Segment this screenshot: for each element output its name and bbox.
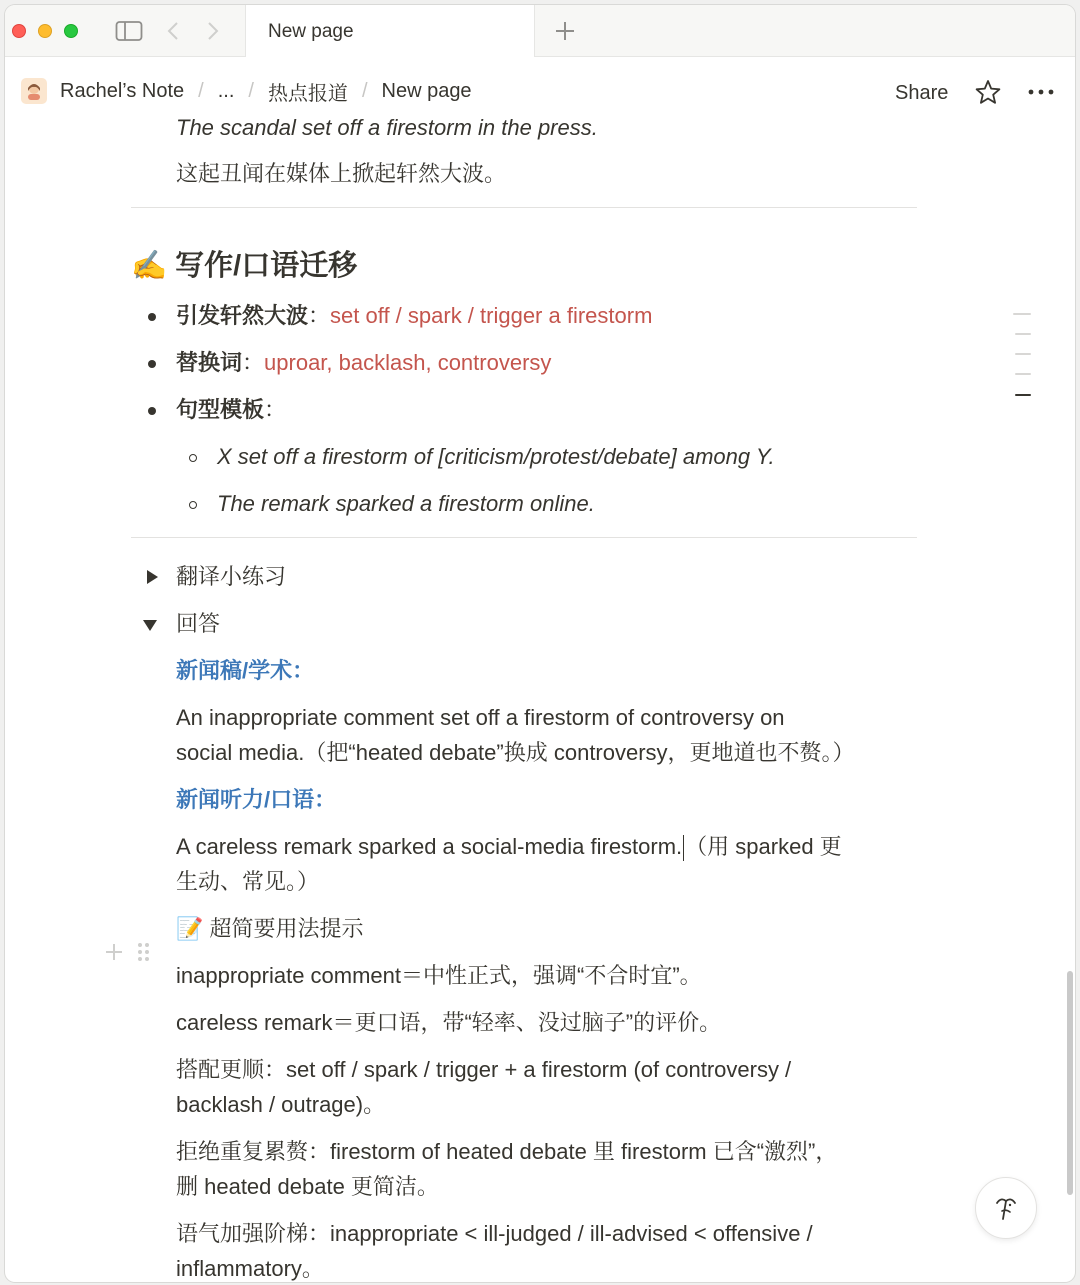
- minimize-window-button[interactable]: [38, 24, 52, 38]
- tip-line[interactable]: inappropriate comment＝中性正式，强调“不合时宜”。: [176, 963, 702, 988]
- listen-text-part: （用 sparked 更: [685, 834, 842, 859]
- page-topbar: [5, 63, 1075, 119]
- sub-list-item[interactable]: X set off a firestorm of [criticism/protest/debate] among Y.: [217, 444, 775, 469]
- sub-bullet-circle: [189, 501, 197, 509]
- sub-list-item[interactable]: The remark sparked a firestorm online.: [217, 491, 595, 516]
- toc-line-active[interactable]: [1015, 394, 1031, 396]
- block-handle[interactable]: [103, 941, 153, 963]
- bullet-dot: [148, 407, 156, 415]
- listen-paragraph-line[interactable]: [176, 830, 842, 864]
- bullet-label: 引发轩然大波: [176, 303, 309, 328]
- sidebar-toggle-icon[interactable]: [115, 19, 143, 43]
- breadcrumb-parent[interactable]: 热点报道: [267, 82, 348, 105]
- star-icon[interactable]: [975, 79, 1001, 110]
- app-window: [5, 5, 1075, 1282]
- breadcrumb-separator: /: [198, 79, 204, 102]
- drag-handle-icon[interactable]: [135, 941, 153, 963]
- breadcrumb-workspace[interactable]: Rachel’s Note: [60, 79, 185, 102]
- scrollbar[interactable]: [1067, 971, 1073, 1195]
- news-paragraph-line[interactable]: social media.（把“heated debate”换成 controversy，更地道也不赘。）: [176, 740, 855, 765]
- breadcrumb-separator: /: [361, 79, 368, 102]
- listen-paragraph-line[interactable]: 生动、常见。）: [176, 869, 320, 894]
- breadcrumb: [21, 75, 474, 107]
- tip-line[interactable]: inflammatory。: [176, 1256, 324, 1281]
- tips-heading-text: 超简要用法提示: [209, 916, 364, 941]
- news-heading[interactable]: 新闻稿/学术：: [176, 658, 315, 683]
- news-paragraph-line[interactable]: An inappropriate comment set off a firestorm of controversy on: [176, 705, 785, 730]
- toc-line[interactable]: [1013, 313, 1031, 315]
- divider: [131, 207, 917, 208]
- section-heading[interactable]: [131, 246, 357, 286]
- sub-bullet-circle: [189, 454, 197, 462]
- tab-new-page[interactable]: [245, 5, 535, 57]
- section-heading-text: 写作/口语迁移: [175, 250, 358, 282]
- forward-arrow-icon[interactable]: [203, 19, 223, 43]
- back-arrow-icon[interactable]: [163, 19, 183, 43]
- tip-line[interactable]: backlash / outrage)。: [176, 1092, 386, 1117]
- toc-line[interactable]: [1015, 373, 1031, 375]
- bullet-value: set off / spark / trigger a firestorm: [330, 303, 653, 328]
- share-button[interactable]: Share: [895, 82, 949, 104]
- toggle-expanded-icon[interactable]: [142, 617, 158, 633]
- bullet-label: 句型模板: [176, 397, 265, 422]
- tips-heading[interactable]: [176, 912, 364, 946]
- toc-line[interactable]: [1015, 333, 1031, 335]
- listen-text-part: A careless remark sparked a social-media firestorm.: [176, 834, 683, 859]
- workspace-avatar: [21, 78, 47, 104]
- tab-title: New page: [268, 21, 354, 42]
- bullet-colon: ：: [264, 397, 287, 422]
- tip-line[interactable]: 拒绝重复累赘：firestorm of heated debate 里 firestorm 已含“激烈”，: [176, 1139, 838, 1164]
- breadcrumb-ellipsis[interactable]: ...: [217, 79, 235, 102]
- more-icon[interactable]: [1027, 83, 1055, 101]
- help-icon: [989, 1191, 1023, 1225]
- list-item[interactable]: [176, 393, 286, 427]
- maximize-window-button[interactable]: [64, 24, 78, 38]
- bullet-dot: [148, 313, 156, 321]
- example-sentence-chinese[interactable]: 这起丑闻在媒体上掀起轩然大波。: [176, 161, 507, 186]
- writing-hand-icon: ✍️: [131, 250, 168, 282]
- breadcrumb-separator: /: [248, 79, 254, 102]
- bullet-colon: ：: [308, 303, 331, 328]
- tab-bar: [5, 5, 1075, 57]
- plus-icon[interactable]: [553, 19, 577, 43]
- tip-line[interactable]: 删 heated debate 更简洁。: [176, 1174, 439, 1199]
- toggle-collapsed-icon[interactable]: [144, 569, 160, 585]
- toggle-practice[interactable]: 翻译小练习: [176, 564, 287, 589]
- tip-line[interactable]: 搭配更顺：set off / spark / trigger + a firestorm (of controversy /: [176, 1057, 792, 1082]
- list-item[interactable]: [176, 346, 551, 380]
- close-window-button[interactable]: [12, 24, 26, 38]
- memo-icon: 📝: [176, 916, 204, 941]
- bullet-colon: ：: [242, 350, 265, 375]
- divider: [131, 537, 917, 538]
- toggle-answer[interactable]: 回答: [176, 611, 221, 636]
- tip-line[interactable]: careless remark＝更口语，带“轻率、没过脑子”的评价。: [176, 1010, 722, 1035]
- bullet-value: uproar, backlash, controversy: [264, 350, 552, 375]
- page-content: [5, 119, 1075, 1282]
- bullet-label: 替换词: [176, 350, 243, 375]
- add-block-plus-icon[interactable]: [103, 941, 125, 963]
- tip-line[interactable]: 语气加强阶梯：inappropriate < ill-judged / ill-advised < offensive /: [176, 1221, 813, 1246]
- toc-line[interactable]: [1015, 353, 1031, 355]
- bullet-dot: [148, 360, 156, 368]
- list-item[interactable]: [176, 299, 652, 333]
- example-sentence-english[interactable]: The scandal set off a firestorm in the press.: [176, 119, 598, 140]
- breadcrumb-current[interactable]: New page: [381, 79, 472, 102]
- help-button[interactable]: [975, 1177, 1037, 1239]
- listen-heading[interactable]: 新闻听力/口语：: [176, 787, 337, 812]
